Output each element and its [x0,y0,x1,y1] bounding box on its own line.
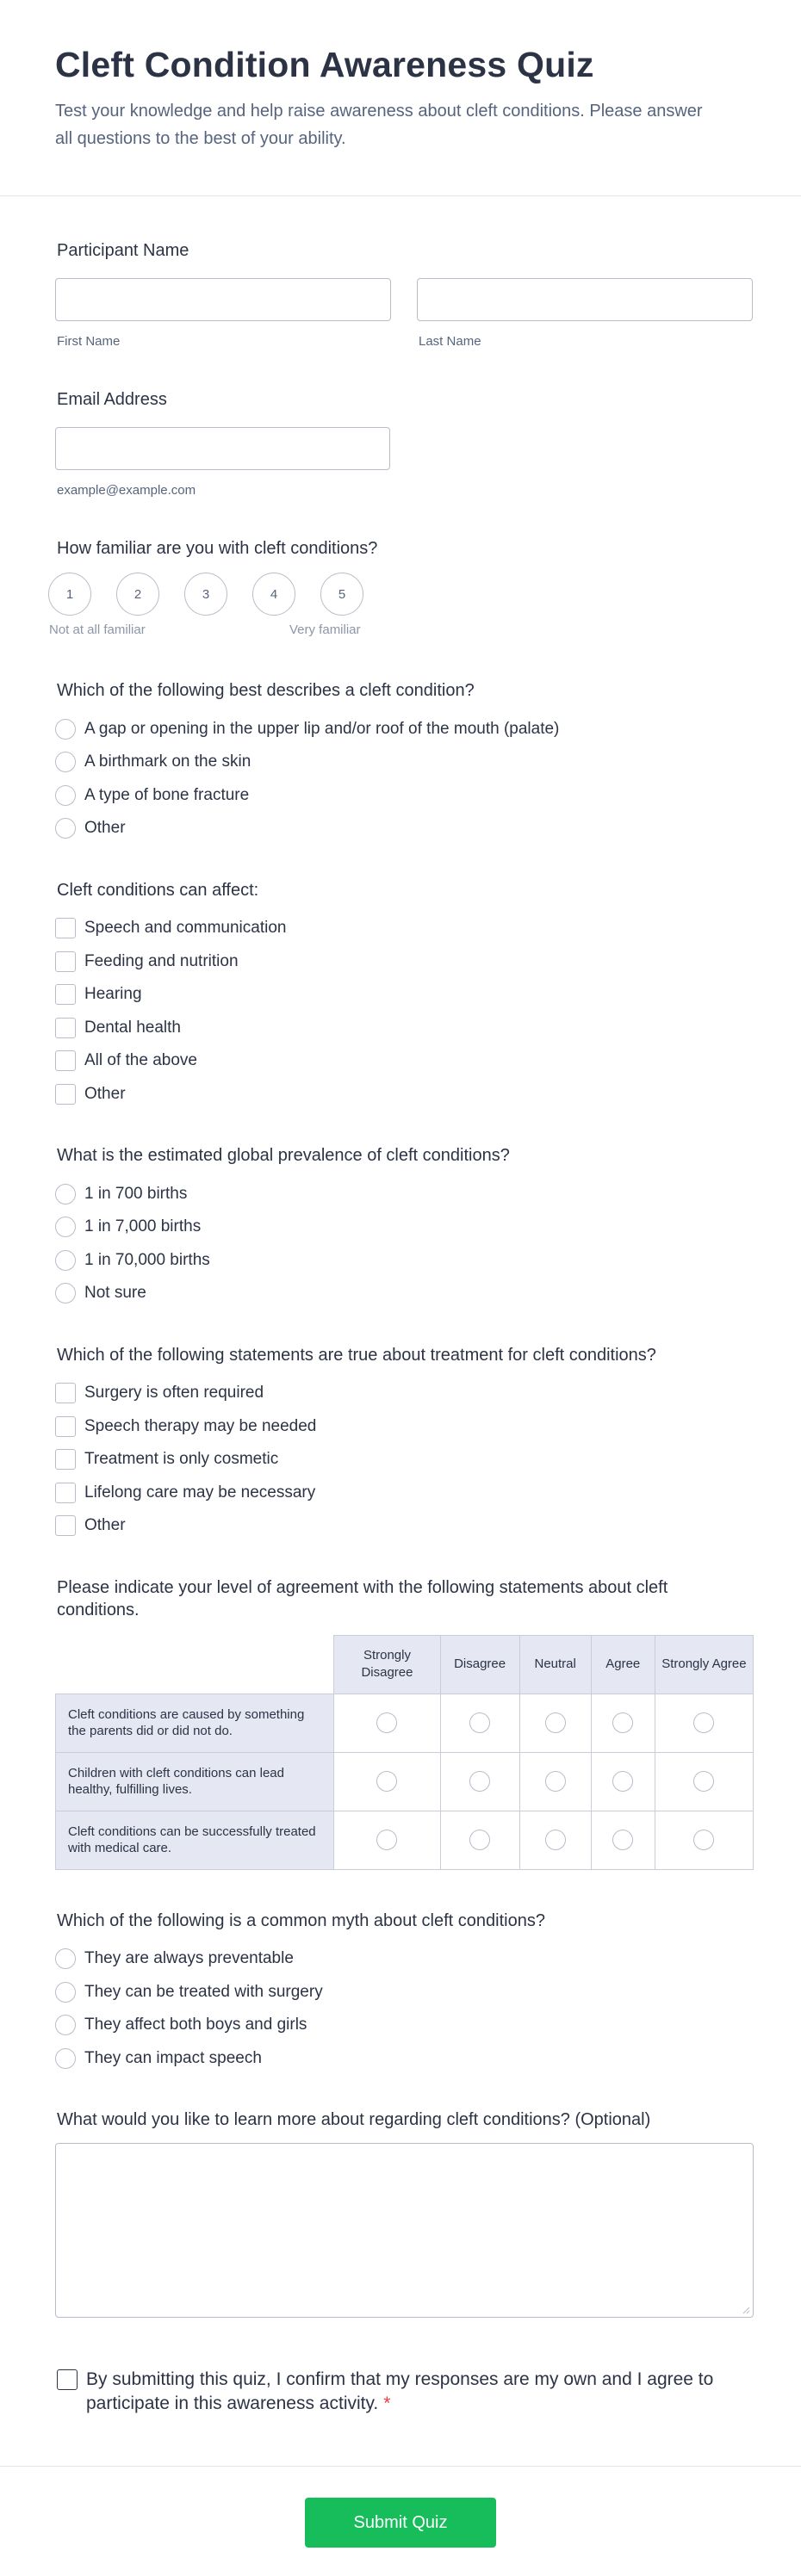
checkbox[interactable] [55,1383,76,1403]
question-agreement-matrix [55,1576,753,1870]
submit-button[interactable]: Submit Quiz [305,2498,496,2548]
option-label[interactable]: Treatment is only cosmetic [84,1450,279,1468]
last-name-sublabel: Last Name [419,334,481,349]
radio-button[interactable] [55,1184,76,1204]
checkbox[interactable] [55,1416,76,1437]
option-label[interactable]: 1 in 7,000 births [84,1217,202,1235]
checkbox[interactable] [55,951,76,972]
radio-button[interactable] [55,1982,76,2003]
question-label: What would you like to learn more about regarding cleft conditions? (Optional) [57,2110,651,2129]
radio-button[interactable] [55,1283,76,1303]
option-label[interactable]: 1 in 70,000 births [84,1250,210,1269]
matrix-radio[interactable] [693,1771,714,1792]
matrix-radio[interactable] [545,1712,566,1733]
question-label: Which of the following best describes a cleft condition? [57,681,475,700]
agreement-matrix [55,1635,754,1870]
matrix-cell [519,1694,591,1752]
radio-option[interactable] [55,1183,753,1204]
checkbox[interactable] [55,1515,76,1536]
radio-button[interactable] [55,818,76,839]
option-label[interactable]: All of the above [84,1051,197,1069]
question-label: Email Address [57,390,167,409]
question-label: Participant Name [57,241,189,260]
question-myth [55,1910,753,2070]
question-familiarity [49,537,753,640]
question-prevalence [55,1144,753,1304]
scale-option-2[interactable]: 2 [116,573,159,616]
radio-option[interactable] [55,752,753,773]
matrix-cell [591,1694,655,1752]
question-learn-more [55,2108,753,2318]
matrix-radio[interactable] [612,1712,633,1733]
matrix-header-row [56,1635,754,1694]
matrix-cell [334,1811,440,1869]
option-label[interactable]: They affect both boys and girls [84,2016,307,2034]
scale-option-4[interactable]: 4 [252,573,295,616]
radio-button[interactable] [55,719,76,740]
radio-button[interactable] [55,2048,76,2069]
option-label[interactable]: A gap or opening in the upper lip and/or roof of the mouth (palate) [84,719,560,738]
page-title: Cleft Condition Awareness Quiz [55,45,594,84]
consent-checkbox-row[interactable] [55,2368,753,2416]
email-sublabel: example@example.com [57,483,196,498]
matrix-radio[interactable] [469,1712,490,1733]
scale-high-label: Very familiar [289,622,361,637]
radio-option[interactable] [55,1283,753,1304]
name-row [55,278,753,349]
form-header [0,0,801,196]
matrix-cell [519,1752,591,1811]
radio-option[interactable] [55,2015,753,2036]
scale-low-label: Not at all familiar [49,622,146,637]
email-input[interactable] [55,427,390,470]
radio-button[interactable] [55,752,76,772]
option-label[interactable]: They are always preventable [84,1949,294,1967]
matrix-cell [655,1811,753,1869]
checkbox-option[interactable] [55,951,753,972]
matrix-row-label: Cleft conditions are caused by something the parents did or did not do. [56,1694,334,1752]
scale-labels [49,622,753,640]
option-label[interactable]: Feeding and nutrition [84,951,239,970]
option-label[interactable]: They can be treated with surgery [84,1982,323,2001]
option-label[interactable]: Dental health [84,1018,181,1037]
matrix-radio[interactable] [612,1830,633,1850]
question-label: Which of the following statements are true about treatment for cleft conditions? [57,1345,656,1365]
radio-option[interactable] [55,784,753,806]
matrix-cell [655,1752,753,1811]
checkbox[interactable] [55,1483,76,1503]
option-label[interactable]: Speech and communication [84,919,287,937]
matrix-cell [440,1811,519,1869]
matrix-cell [519,1811,591,1869]
radio-button[interactable] [55,1217,76,1237]
matrix-cell [334,1694,440,1752]
learn-more-textarea[interactable] [55,2143,754,2318]
matrix-row-label: Cleft conditions can be successfully treated with medical care. [56,1811,334,1869]
matrix-radio[interactable] [376,1830,397,1850]
question-email [55,388,753,498]
scale-rating [48,573,753,616]
matrix-radio[interactable] [612,1771,633,1792]
matrix-radio[interactable] [376,1771,397,1792]
question-label: Which of the following is a common myth about cleft conditions? [57,1910,545,1930]
matrix-corner [56,1635,334,1694]
matrix-row [56,1752,754,1811]
matrix-cell [591,1811,655,1869]
matrix-column-header: Strongly Agree [655,1635,753,1694]
checkbox[interactable] [55,1050,76,1071]
radio-button[interactable] [55,1948,76,1969]
option-label[interactable]: 1 in 700 births [84,1184,188,1203]
checkbox-option[interactable] [55,1482,753,1503]
checkbox-option[interactable] [55,1449,753,1471]
page-subtitle: Test your knowledge and help raise awareness about cleft conditions. Please answer all questions to the best of your ability. [55,102,703,148]
radio-option[interactable] [55,718,753,740]
resize-handle-icon[interactable] [742,2306,750,2314]
question-label: Please indicate your level of agreement with the following statements about cleft conditions. [57,1577,668,1619]
matrix-row-label: Children with cleft conditions can lead healthy, fulfilling lives. [56,1752,334,1811]
checkbox-option[interactable] [55,1415,753,1437]
matrix-radio[interactable] [469,1771,490,1792]
radio-button[interactable] [55,1250,76,1271]
scale-option-3[interactable]: 3 [184,573,227,616]
checkbox-option[interactable] [55,1383,753,1404]
option-label[interactable]: A birthmark on the skin [84,752,251,771]
question-participant-name [55,239,753,349]
quiz-form [0,239,801,2416]
option-label[interactable]: Hearing [84,985,142,1003]
checkbox-option[interactable] [55,984,753,1006]
scale-option-5[interactable]: 5 [320,573,363,616]
consent-label: By submitting this quiz, I confirm that my responses are my own and I agree to participate in this awareness activity. [86,2369,714,2413]
option-label[interactable]: They can impact speech [84,2048,262,2067]
matrix-cell [440,1752,519,1811]
scale-option-1[interactable]: 1 [48,573,91,616]
matrix-row [56,1694,754,1752]
matrix-radio[interactable] [693,1830,714,1850]
form-footer [0,2466,801,2548]
radio-option[interactable] [55,1217,753,1238]
option-label[interactable]: Surgery is often required [84,1384,264,1402]
last-name-col [417,278,753,349]
checkbox-option[interactable] [55,918,753,939]
checkbox-option[interactable] [55,1017,753,1038]
checkbox-option[interactable] [55,1515,753,1537]
first-name-col [55,278,391,349]
matrix-cell [591,1752,655,1811]
matrix-radio[interactable] [469,1830,490,1850]
radio-button[interactable] [55,785,76,806]
matrix-radio[interactable] [376,1712,397,1733]
option-label[interactable]: Other [84,1516,126,1534]
checkbox[interactable] [55,1449,76,1470]
option-label[interactable]: Other [84,1084,126,1103]
first-name-input[interactable] [55,278,391,321]
matrix-cell [440,1694,519,1752]
checkbox[interactable] [55,1084,76,1105]
option-label[interactable]: Not sure [84,1284,146,1302]
radio-option[interactable] [55,1981,753,2003]
radio-option[interactable] [55,818,753,839]
checkbox[interactable] [55,918,76,938]
matrix-radio[interactable] [545,1830,566,1850]
question-label: How familiar are you with cleft conditions? [57,539,378,558]
radio-option[interactable] [55,1948,753,1970]
radio-button[interactable] [55,2015,76,2035]
question-treatment [55,1344,753,1537]
option-label[interactable]: Speech therapy may be needed [84,1416,317,1435]
matrix-cell [334,1752,440,1811]
first-name-sublabel: First Name [57,334,121,349]
matrix-radio[interactable] [545,1771,566,1792]
question-describe [55,679,753,839]
option-label[interactable]: Lifelong care may be necessary [84,1483,316,1502]
matrix-column-header: Agree [591,1635,655,1694]
question-label: Cleft conditions can affect: [57,880,259,900]
checkbox-option[interactable] [55,1050,753,1072]
matrix-cell [655,1694,753,1752]
question-label: What is the estimated global prevalence of cleft conditions? [57,1146,510,1165]
last-name-input[interactable] [417,278,753,321]
question-affect [55,879,753,1105]
matrix-column-header: Disagree [440,1635,519,1694]
matrix-radio[interactable] [693,1712,714,1733]
checkbox[interactable] [55,984,76,1005]
matrix-column-header: Neutral [519,1635,591,1694]
checkbox[interactable] [55,1018,76,1038]
option-label[interactable]: Other [84,819,126,837]
checkbox-option[interactable] [55,1083,753,1105]
consent-checkbox[interactable] [57,2369,78,2390]
radio-option[interactable] [55,2047,753,2069]
consent-text [86,2368,753,2416]
radio-option[interactable] [55,1249,753,1271]
matrix-row [56,1811,754,1869]
option-label[interactable]: A type of bone fracture [84,785,250,804]
matrix-column-header: Strongly Disagree [334,1635,440,1694]
required-asterisk: * [383,2393,391,2413]
